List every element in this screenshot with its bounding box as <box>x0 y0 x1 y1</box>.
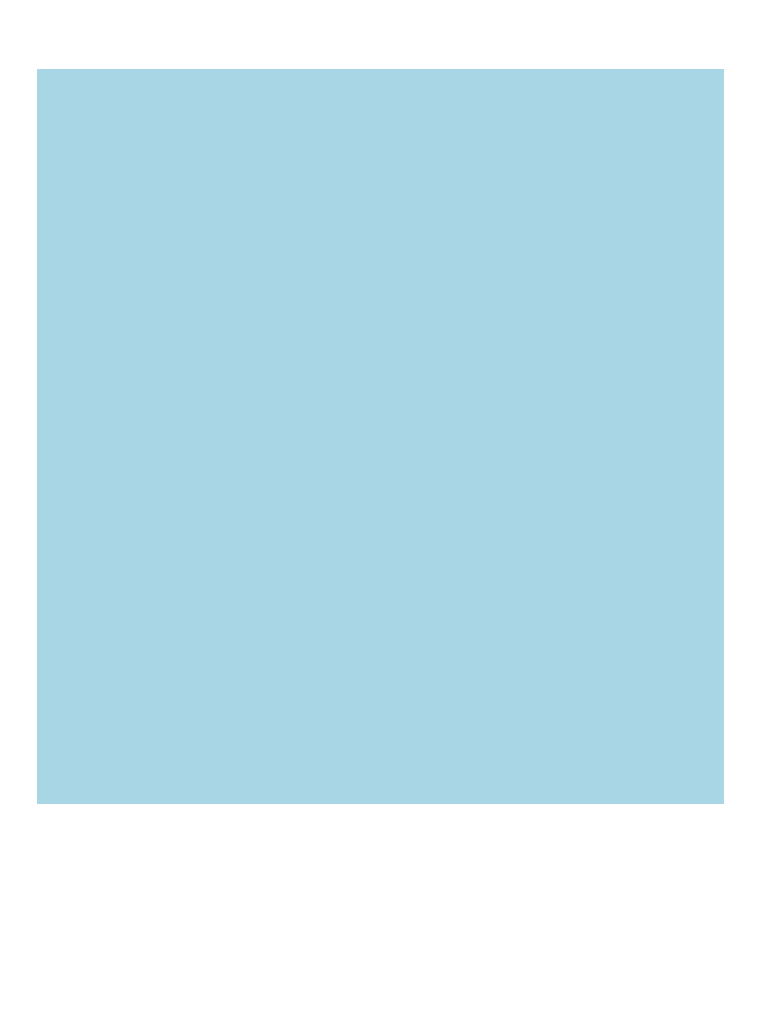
worksheet-header <box>117 113 645 128</box>
pencil-border-bottom <box>37 768 724 804</box>
worksheet-content <box>117 113 645 166</box>
pencil-border-top <box>37 69 724 105</box>
worksheet <box>37 69 724 804</box>
pencil-border-left <box>37 69 73 804</box>
pencil-border-right <box>688 69 724 804</box>
